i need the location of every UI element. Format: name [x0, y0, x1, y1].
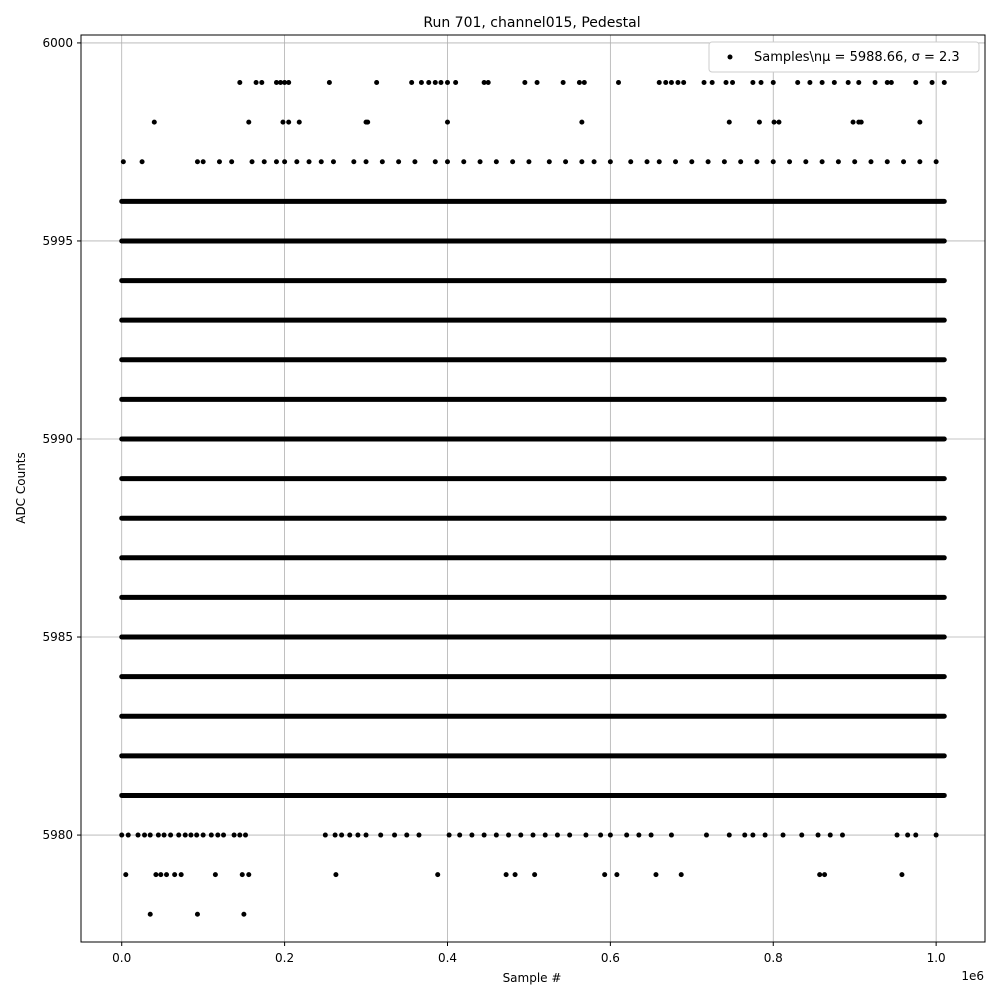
sample-point [531, 833, 536, 838]
sample-point [616, 80, 621, 85]
sample-point [327, 80, 332, 85]
sample-point [730, 80, 735, 85]
sample-point [486, 80, 491, 85]
sample-point [820, 159, 825, 164]
sample-point [392, 833, 397, 838]
sample-point [232, 833, 237, 838]
legend-marker [728, 55, 733, 60]
sample-point [237, 833, 242, 838]
sample-point [763, 833, 768, 838]
sample-point [859, 120, 864, 125]
sample-point [183, 833, 188, 838]
sample-point [832, 80, 837, 85]
sample-point [750, 833, 755, 838]
sample-point [478, 159, 483, 164]
sample-point [152, 120, 157, 125]
sample-point [126, 833, 131, 838]
sample-point [913, 80, 918, 85]
sample-point [435, 872, 440, 877]
sample-point [543, 833, 548, 838]
sample-point [213, 872, 218, 877]
sample-point [868, 159, 873, 164]
sample-point [673, 159, 678, 164]
sample-point [217, 159, 222, 164]
sample-point [704, 833, 709, 838]
sample-point [179, 872, 184, 877]
sample-point [494, 833, 499, 838]
sample-point [917, 159, 922, 164]
sample-point [504, 872, 509, 877]
sample-point [201, 833, 206, 838]
sample-point [188, 833, 193, 838]
sample-point [209, 833, 214, 838]
sample-point [722, 159, 727, 164]
sample-point [636, 833, 641, 838]
sample-point [724, 80, 729, 85]
legend [709, 42, 979, 72]
sample-point [412, 159, 417, 164]
sample-point [194, 833, 199, 838]
sample-point [254, 80, 259, 85]
sample-point [624, 833, 629, 838]
sample-point [351, 159, 356, 164]
sample-point [494, 159, 499, 164]
sample-point [727, 120, 732, 125]
sample-point [510, 159, 515, 164]
sample-point [649, 833, 654, 838]
sample-point [156, 833, 161, 838]
sample-point [934, 833, 939, 838]
sample-point [681, 80, 686, 85]
sample-point [750, 80, 755, 85]
sample-point [657, 159, 662, 164]
sample-point [323, 833, 328, 838]
sample-point [856, 80, 861, 85]
sample-point [905, 833, 910, 838]
sample-point [679, 872, 684, 877]
sample-point [781, 833, 786, 838]
sample-point [846, 80, 851, 85]
sample-point [807, 80, 812, 85]
sample-point [657, 80, 662, 85]
sample-point [563, 159, 568, 164]
sample-point [237, 80, 242, 85]
sample-point [221, 833, 226, 838]
sample-point [333, 833, 338, 838]
sample-point [119, 833, 124, 838]
sample-point [675, 80, 680, 85]
sample-point [771, 80, 776, 85]
sample-point [822, 872, 827, 877]
sample-point [532, 872, 537, 877]
sample-point [259, 80, 264, 85]
sample-point [297, 120, 302, 125]
sample-point [598, 833, 603, 838]
sample-point [419, 80, 424, 85]
sample-point [416, 833, 421, 838]
sample-point [240, 872, 245, 877]
sample-point [380, 159, 385, 164]
sample-point [438, 80, 443, 85]
sample-point [628, 159, 633, 164]
sample-point [286, 80, 291, 85]
x-tick-label: 0.8 [763, 951, 783, 965]
sample-point [280, 120, 285, 125]
sample-point [759, 80, 764, 85]
sample-point [365, 120, 370, 125]
sample-point [579, 159, 584, 164]
sample-point [246, 120, 251, 125]
sample-point [506, 833, 511, 838]
sample-point [164, 872, 169, 877]
sample-point [162, 833, 167, 838]
sample-point [246, 872, 251, 877]
sample-point [513, 872, 518, 877]
sample-point [820, 80, 825, 85]
sample-point [934, 159, 939, 164]
sample-point [917, 120, 922, 125]
sample-point [535, 80, 540, 85]
sample-point [355, 833, 360, 838]
sample-point [816, 833, 821, 838]
x-tick-label: 0.0 [112, 951, 132, 965]
sample-point [757, 120, 762, 125]
y-tick-label: 6000 [42, 35, 73, 50]
sample-point [433, 159, 438, 164]
sample-point [561, 80, 566, 85]
sample-point [817, 872, 822, 877]
sample-point [771, 159, 776, 164]
sample-point [669, 80, 674, 85]
chart-title: Run 701, channel015, Pedestal [423, 15, 641, 31]
sample-point [895, 833, 900, 838]
y-axis-label: ADC Counts [14, 452, 28, 524]
sample-point [282, 159, 287, 164]
sample-point [913, 833, 918, 838]
sample-point [168, 833, 173, 838]
sample-point [123, 872, 128, 877]
sample-point [602, 872, 607, 877]
sample-point [469, 833, 474, 838]
sample-point [195, 912, 200, 917]
sample-point [404, 833, 409, 838]
sample-point [901, 159, 906, 164]
sample-point [653, 872, 658, 877]
sample-point [153, 872, 158, 877]
sample-point [873, 80, 878, 85]
sample-point [710, 80, 715, 85]
sample-point [942, 80, 947, 85]
sample-point [669, 833, 674, 838]
sample-point [689, 159, 694, 164]
sample-point [522, 80, 527, 85]
sample-point [663, 80, 668, 85]
x-tick-label: 0.6 [600, 951, 620, 965]
y-tick-label: 5995 [42, 233, 73, 248]
sample-point [319, 159, 324, 164]
sample-point [347, 833, 352, 838]
x-tick-label: 0.2 [275, 951, 295, 965]
sample-point [930, 80, 935, 85]
sample-point [215, 833, 220, 838]
sample-point [148, 912, 153, 917]
sample-point [852, 159, 857, 164]
sample-point [307, 159, 312, 164]
x-tick-label: 0.4 [437, 951, 458, 965]
plot-area [81, 35, 985, 942]
sample-point [772, 120, 777, 125]
sample-point [447, 833, 452, 838]
sample-point [457, 833, 462, 838]
sample-point [331, 159, 336, 164]
sample-point [836, 159, 841, 164]
sample-point [158, 872, 163, 877]
sample-point [899, 872, 904, 877]
sample-point [795, 80, 800, 85]
sample-point [121, 159, 126, 164]
sample-point [592, 159, 597, 164]
sample-point [229, 159, 234, 164]
sample-point [195, 159, 200, 164]
sample-point [608, 833, 613, 838]
sample-point [577, 80, 582, 85]
sample-point [172, 872, 177, 877]
sample-point [851, 120, 856, 125]
sample-point [445, 80, 450, 85]
sample-point [378, 833, 383, 838]
sample-point [364, 833, 369, 838]
sample-point [426, 80, 431, 85]
sample-point [339, 833, 344, 838]
sample-point [787, 159, 792, 164]
sample-point [364, 159, 369, 164]
sample-point [374, 80, 379, 85]
sample-point [461, 159, 466, 164]
sample-point [702, 80, 707, 85]
sample-point [727, 833, 732, 838]
sample-point [274, 159, 279, 164]
sample-point [608, 159, 613, 164]
sample-point [176, 833, 181, 838]
sample-point [742, 833, 747, 838]
sample-point [333, 872, 338, 877]
sample-point [396, 159, 401, 164]
sample-point [582, 80, 587, 85]
sample-point [201, 159, 206, 164]
sample-point [142, 833, 147, 838]
y-tick-label: 5980 [42, 828, 73, 843]
sample-point [241, 912, 246, 917]
x-axis-scale-label: 1e6 [961, 969, 984, 983]
sample-point [453, 80, 458, 85]
sample-point [445, 159, 450, 164]
x-tick-label: 1.0 [926, 951, 946, 965]
sample-point [840, 833, 845, 838]
sample-point [706, 159, 711, 164]
sample-point [738, 159, 743, 164]
sample-point [889, 80, 894, 85]
sample-point [555, 833, 560, 838]
sample-point [262, 159, 267, 164]
sample-point [754, 159, 759, 164]
legend-label: Samples\nμ = 5988.66, σ = 2.3 [754, 50, 960, 65]
x-axis-label: Sample # [502, 971, 562, 985]
sample-point [518, 833, 523, 838]
sample-point [547, 159, 552, 164]
sample-point [583, 833, 588, 838]
sample-point [409, 80, 414, 85]
sample-point [828, 833, 833, 838]
sample-point [140, 159, 145, 164]
sample-point [645, 159, 650, 164]
y-tick-label: 5990 [42, 431, 73, 446]
sample-point [567, 833, 572, 838]
sample-point [294, 159, 299, 164]
sample-point [614, 872, 619, 877]
sample-point [286, 120, 291, 125]
sample-point [148, 833, 153, 838]
sample-point [579, 120, 584, 125]
y-tick-label: 5985 [42, 630, 73, 645]
sample-point [885, 159, 890, 164]
sample-point [136, 833, 141, 838]
sample-point [776, 120, 781, 125]
sample-point [250, 159, 255, 164]
sample-point [482, 833, 487, 838]
sample-point [803, 159, 808, 164]
sample-point [526, 159, 531, 164]
sample-point [799, 833, 804, 838]
sample-point [433, 80, 438, 85]
sample-point [243, 833, 248, 838]
sample-point [445, 120, 450, 125]
